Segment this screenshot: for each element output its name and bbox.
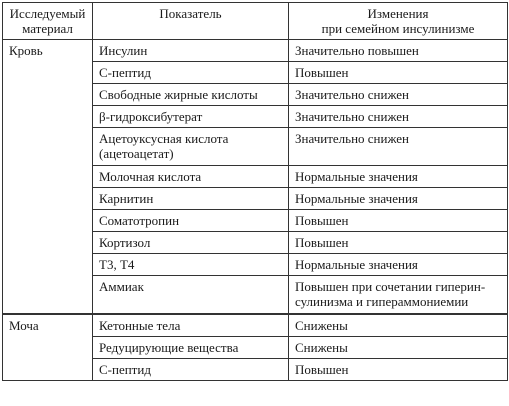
header-change-line-1: Изменения [367, 6, 429, 21]
indicator-cell: Соматотропин [93, 210, 289, 232]
material-cell-urine [3, 314, 93, 381]
header-indicator-label: Показатель [159, 6, 222, 21]
indicator-cell: Карнитин [93, 188, 289, 210]
change-cell: Значительно снижен [289, 84, 508, 106]
header-material [3, 3, 93, 40]
change-cell: Повышен [289, 62, 508, 84]
table-header [3, 3, 508, 40]
table-row [3, 40, 508, 62]
indicator-cell: Молочная кислота [93, 166, 289, 188]
indicator-cell: С-пептид [93, 359, 289, 381]
change-cell: Повышен [289, 232, 508, 254]
indicator-cell: С-пептид [93, 62, 289, 84]
table-body [3, 40, 508, 381]
change-cell: Нормальные значения [289, 166, 508, 188]
change-cell: Значительно повышен [289, 40, 508, 62]
indicator-cell: Кортизол [93, 232, 289, 254]
change-cell: Повышен [289, 210, 508, 232]
change-cell: Снижены [289, 337, 508, 359]
indicator-cell: Кетонные тела [93, 314, 289, 337]
change-line-1: Повышен при сочетании гиперин- [295, 279, 486, 294]
indicator-cell: Аммиак [93, 276, 289, 315]
header-change-line-2: при семейном инсулинизме [321, 21, 475, 36]
table-row [3, 314, 508, 337]
change-cell: Значительно снижен [289, 128, 508, 166]
indicator-cell: Свободные жирные кислоты [93, 84, 289, 106]
material-cell-blood [3, 40, 93, 315]
header-material-line-2: материал [22, 21, 73, 36]
change-cell [289, 276, 508, 315]
change-line-2: сулинизма и гипераммониемии [295, 294, 469, 309]
indicator-line-1: Ацетоуксусная кислота [99, 131, 229, 146]
material-label: Кровь [9, 43, 43, 58]
indicator-cell: Т3, Т4 [93, 254, 289, 276]
material-label: Моча [9, 318, 39, 333]
insulinism-table [2, 2, 508, 381]
header-change [289, 3, 508, 40]
header-row [3, 3, 508, 40]
change-cell: Нормальные значения [289, 188, 508, 210]
indicator-line-2: (ацетоацетат) [99, 146, 174, 161]
header-material-line-1: Исследуемый [9, 6, 86, 21]
header-indicator [93, 3, 289, 40]
indicator-cell: Инсулин [93, 40, 289, 62]
indicator-cell: β-гидроксибутерат [93, 106, 289, 128]
change-cell: Нормальные значения [289, 254, 508, 276]
change-cell: Значительно снижен [289, 106, 508, 128]
change-cell: Снижены [289, 314, 508, 337]
indicator-cell: Редуцирующие вещества [93, 337, 289, 359]
change-cell: Повышен [289, 359, 508, 381]
indicator-cell [93, 128, 289, 166]
